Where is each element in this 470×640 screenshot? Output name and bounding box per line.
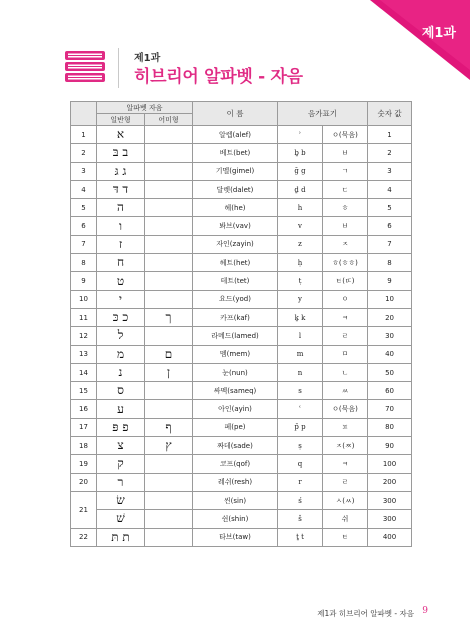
regular-form-letter: שׁ: [97, 510, 145, 528]
numeric-value: 300: [368, 491, 412, 509]
final-form-letter: ף: [145, 418, 193, 436]
table-row: [71, 272, 412, 290]
table-row: [71, 290, 412, 308]
row-number: 17: [71, 418, 97, 436]
final-form-letter: [145, 199, 193, 217]
numeric-value: 20: [368, 308, 412, 326]
final-form-letter: ן: [145, 363, 193, 381]
transliteration: s: [278, 382, 323, 400]
letter-name: 라메드(lamed): [193, 327, 278, 345]
transliteration: ṭ: [278, 272, 323, 290]
header-number: [71, 102, 97, 126]
transliteration: š: [278, 510, 323, 528]
header-regular: 일반형: [97, 114, 145, 126]
table-row: [71, 473, 412, 491]
transliteration: q: [278, 455, 323, 473]
transliteration: z: [278, 235, 323, 253]
letter-name: 쉰(shin): [193, 510, 278, 528]
transliteration: ḡ g: [278, 162, 323, 180]
table-row: [71, 528, 412, 546]
numeric-value: 50: [368, 363, 412, 381]
letter-name: 씬(sin): [193, 491, 278, 509]
table-row: [71, 327, 412, 345]
korean-sound: ㅇ: [323, 290, 368, 308]
regular-form-letter: ח: [97, 254, 145, 272]
korean-sound: ㅍ: [323, 418, 368, 436]
header-phonetic: 음가표기: [278, 102, 368, 126]
korean-sound: 쉬: [323, 510, 368, 528]
korean-sound: ㅁ: [323, 345, 368, 363]
letter-name: 코프(qof): [193, 455, 278, 473]
row-number: 4: [71, 180, 97, 198]
final-form-letter: [145, 254, 193, 272]
letter-name: 타브(taw): [193, 528, 278, 546]
korean-sound: ㄹ: [323, 327, 368, 345]
book-stack-icon: [64, 50, 106, 84]
row-number: 16: [71, 400, 97, 418]
regular-form-letter: ב בּ: [97, 144, 145, 162]
numeric-value: 8: [368, 254, 412, 272]
letter-name: 자인(zayin): [193, 235, 278, 253]
row-number: 9: [71, 272, 97, 290]
korean-sound: ㄱ: [323, 162, 368, 180]
transliteration: ḇ b: [278, 144, 323, 162]
korean-sound: ㄹ: [323, 473, 368, 491]
final-form-letter: [145, 327, 193, 345]
table-row: [71, 235, 412, 253]
numeric-value: 5: [368, 199, 412, 217]
transliteration: h: [278, 199, 323, 217]
final-form-letter: [145, 235, 193, 253]
transliteration: ṣ: [278, 437, 323, 455]
row-number: 18: [71, 437, 97, 455]
letter-name: 달렛(dalet): [193, 180, 278, 198]
final-form-letter: [145, 455, 193, 473]
transliteration: y: [278, 290, 323, 308]
table-row: [71, 382, 412, 400]
row-number: 12: [71, 327, 97, 345]
final-form-letter: [145, 217, 193, 235]
footer-text: 제1과 히브리어 알파벳 - 자음: [317, 609, 414, 618]
table-row: [71, 400, 412, 418]
letter-name: 싸멕(sameq): [193, 382, 278, 400]
numeric-value: 30: [368, 327, 412, 345]
numeric-value: 7: [368, 235, 412, 253]
letter-name: 아인(ayin): [193, 400, 278, 418]
transliteration: v: [278, 217, 323, 235]
row-number: 15: [71, 382, 97, 400]
korean-sound: ㅆ: [323, 382, 368, 400]
letter-name: 멤(mem): [193, 345, 278, 363]
korean-sound: ㄴ: [323, 363, 368, 381]
regular-form-letter: כ כּ: [97, 308, 145, 326]
regular-form-letter: ו: [97, 217, 145, 235]
transliteration: p̄ p: [278, 418, 323, 436]
korean-sound: ㅎ(ㅎㅎ): [323, 254, 368, 272]
row-number: 11: [71, 308, 97, 326]
korean-sound: ㅌ(ㄸ): [323, 272, 368, 290]
final-form-letter: ץ: [145, 437, 193, 455]
row-number: 10: [71, 290, 97, 308]
korean-sound: ㅂ: [323, 217, 368, 235]
numeric-value: 40: [368, 345, 412, 363]
transliteration: ḏ d: [278, 180, 323, 198]
table-row: [71, 437, 412, 455]
corner-lesson-label: 제1과: [421, 26, 456, 41]
regular-form-letter: מ: [97, 345, 145, 363]
regular-form-letter: פ פּ: [97, 418, 145, 436]
korean-sound: ㅅ(ㅆ): [323, 491, 368, 509]
numeric-value: 100: [368, 455, 412, 473]
row-number: 20: [71, 473, 97, 491]
table-row: [71, 217, 412, 235]
table-row: [71, 418, 412, 436]
numeric-value: 80: [368, 418, 412, 436]
regular-form-letter: י: [97, 290, 145, 308]
numeric-value: 60: [368, 382, 412, 400]
chapter-title: 히브리어 알파벳 - 자음: [134, 67, 303, 87]
korean-sound: ㅋ: [323, 455, 368, 473]
korean-sound: ㅌ: [323, 528, 368, 546]
table-row: [71, 510, 412, 528]
regular-form-letter: ל: [97, 327, 145, 345]
table-row: [71, 126, 412, 144]
table-row: [71, 491, 412, 509]
final-form-letter: [145, 180, 193, 198]
row-number: 13: [71, 345, 97, 363]
row-number: 8: [71, 254, 97, 272]
letter-name: 짜데(sade): [193, 437, 278, 455]
regular-form-letter: ת תּ: [97, 528, 145, 546]
final-form-letter: [145, 126, 193, 144]
final-form-letter: ך: [145, 308, 193, 326]
korean-sound: ㅈ: [323, 235, 368, 253]
korean-sound: ㅋ: [323, 308, 368, 326]
table-row: [71, 180, 412, 198]
final-form-letter: [145, 528, 193, 546]
table-row: [71, 363, 412, 381]
hebrew-alphabet-table: [70, 101, 412, 547]
table-row: [71, 254, 412, 272]
row-number: 14: [71, 363, 97, 381]
regular-form-letter: ט: [97, 272, 145, 290]
transliteration: m: [278, 345, 323, 363]
korean-sound: ㄷ: [323, 180, 368, 198]
korean-sound: ㅎ: [323, 199, 368, 217]
numeric-value: 300: [368, 510, 412, 528]
regular-form-letter: ר: [97, 473, 145, 491]
title-divider: [118, 48, 119, 88]
final-form-letter: [145, 272, 193, 290]
regular-form-letter: שׂ: [97, 491, 145, 509]
regular-form-letter: ה: [97, 199, 145, 217]
regular-form-letter: נ: [97, 363, 145, 381]
regular-form-letter: ג גּ: [97, 162, 145, 180]
row-number: 21: [71, 491, 97, 528]
final-form-letter: ם: [145, 345, 193, 363]
table-row: [71, 345, 412, 363]
numeric-value: 6: [368, 217, 412, 235]
regular-form-letter: צ: [97, 437, 145, 455]
letter-name: 눈(nun): [193, 363, 278, 381]
letter-name: 베트(bet): [193, 144, 278, 162]
table-row: [71, 162, 412, 180]
row-number: 1: [71, 126, 97, 144]
numeric-value: 10: [368, 290, 412, 308]
letter-name: 기멜(gimel): [193, 162, 278, 180]
transliteration: ṯ t: [278, 528, 323, 546]
final-form-letter: [145, 510, 193, 528]
korean-sound: ㅇ(묵음): [323, 126, 368, 144]
letter-name: 카프(kaf): [193, 308, 278, 326]
table-row: [71, 308, 412, 326]
regular-form-letter: א: [97, 126, 145, 144]
header-alphabet: 알파벳 자음: [97, 102, 193, 114]
numeric-value: 4: [368, 180, 412, 198]
numeric-value: 9: [368, 272, 412, 290]
numeric-value: 400: [368, 528, 412, 546]
letter-name: 헤트(het): [193, 254, 278, 272]
final-form-letter: [145, 144, 193, 162]
final-form-letter: [145, 491, 193, 509]
transliteration: ḥ: [278, 254, 323, 272]
table-row: [71, 199, 412, 217]
transliteration: r: [278, 473, 323, 491]
letter-name: 헤(he): [193, 199, 278, 217]
letter-name: 레쉬(resh): [193, 473, 278, 491]
numeric-value: 3: [368, 162, 412, 180]
numeric-value: 1: [368, 126, 412, 144]
row-number: 5: [71, 199, 97, 217]
transliteration: ś: [278, 491, 323, 509]
row-number: 19: [71, 455, 97, 473]
letter-name: 테트(tet): [193, 272, 278, 290]
regular-form-letter: ע: [97, 400, 145, 418]
row-number: 3: [71, 162, 97, 180]
letter-name: 봐브(vav): [193, 217, 278, 235]
korean-sound: ㅂ: [323, 144, 368, 162]
regular-form-letter: ז: [97, 235, 145, 253]
header-value: 숫자 값: [368, 102, 412, 126]
regular-form-letter: ק: [97, 455, 145, 473]
regular-form-letter: ד דּ: [97, 180, 145, 198]
row-number: 2: [71, 144, 97, 162]
final-form-letter: [145, 290, 193, 308]
numeric-value: 90: [368, 437, 412, 455]
final-form-letter: [145, 382, 193, 400]
row-number: 6: [71, 217, 97, 235]
transliteration: l: [278, 327, 323, 345]
row-number: 7: [71, 235, 97, 253]
letter-name: 알렙(alef): [193, 126, 278, 144]
regular-form-letter: ס: [97, 382, 145, 400]
page-number: 9: [422, 606, 428, 616]
transliteration: ʾ: [278, 126, 323, 144]
letter-name: 요드(yod): [193, 290, 278, 308]
table-row: [71, 455, 412, 473]
korean-sound: ㅇ(묵음): [323, 400, 368, 418]
numeric-value: 2: [368, 144, 412, 162]
numeric-value: 70: [368, 400, 412, 418]
letter-name: 페(pe): [193, 418, 278, 436]
transliteration: ʿ: [278, 400, 323, 418]
table-row: [71, 144, 412, 162]
final-form-letter: [145, 473, 193, 491]
final-form-letter: [145, 162, 193, 180]
transliteration: ḵ k: [278, 308, 323, 326]
header-final: 어미형: [145, 114, 193, 126]
numeric-value: 200: [368, 473, 412, 491]
korean-sound: ㅈ(ㅉ): [323, 437, 368, 455]
transliteration: n: [278, 363, 323, 381]
lesson-label: 제1과: [134, 53, 161, 64]
header-name: 이 름: [193, 102, 278, 126]
final-form-letter: [145, 400, 193, 418]
row-number: 22: [71, 528, 97, 546]
